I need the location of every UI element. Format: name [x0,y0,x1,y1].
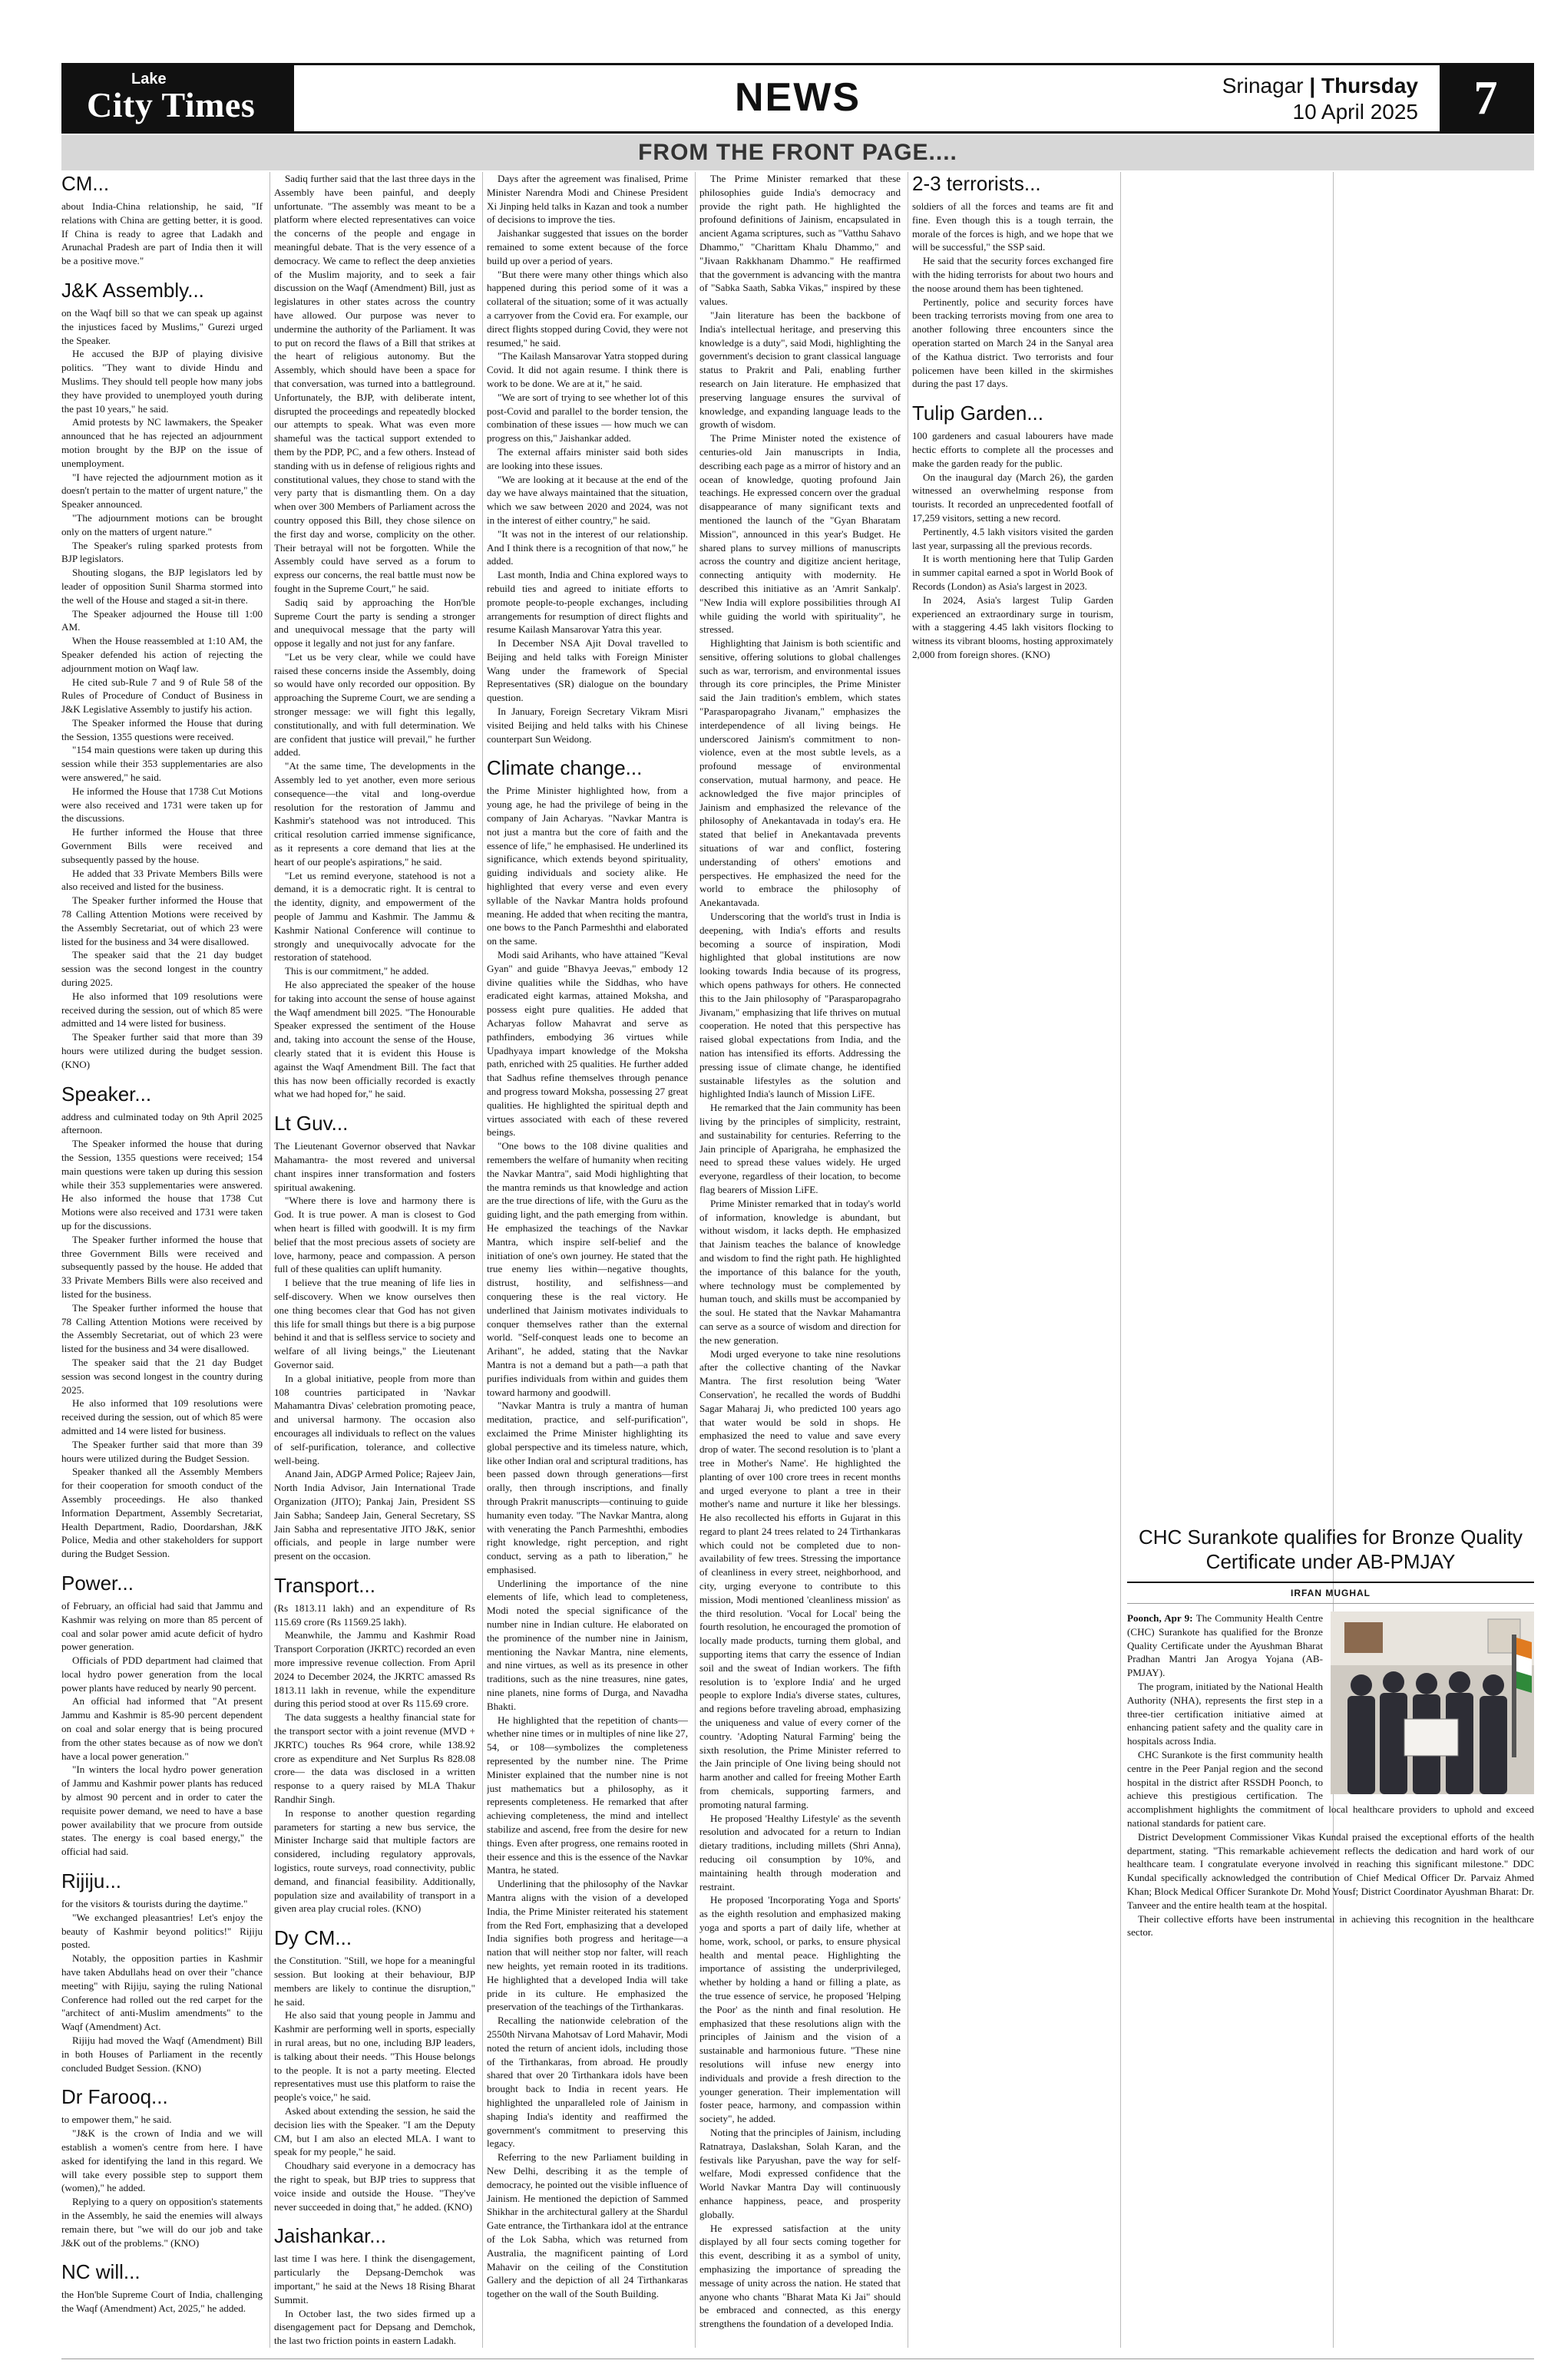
article-paragraph: Modi urged everyone to take nine resolutions after the collective chanting of the Navkar Mantra. The first resolution being 'Water Conservation', he recalled the words of Buddhi Sagar Maharaj Ji, who predicted 100 years ago that water would be sold in shops. He emphasized the need to value and save every drop of water. The second resolution is to 'plant a tree in Mother's Name'. He highlighted the planting of over 100 crore trees in recent months and urged everyone to plant a tree in their mother's name and nurture it like her blessings. He also recollected his efforts in Gujarat in this regard to plant 24 trees related to 24 Tirthankaras which could not be completed due to non-availability of few trees. Stressing the importance of cleanliness in every street, neighborhood, and city, urging everyone to contribute to this mission, Modi mentioned 'cleanliness mission' as the third resolution. 'Vocal for Local' being the fourth resolution, he encouraged the promotion of locally made products, turning them global, and supporting items that carry the essence of Indian soil and the sweat of Indian workers. The fifth resolution is to 'explore India' and he urged people to explore India's diverse states, cultures, and regions before traveling abroad, emphasizing the uniqueness and value of every corner of the country. 'Adopting Natural Farming' being the sixth resolution, the Prime Minister referred to the Jain principle of One living being should not harm another and called for freeing Mother Earth from chemicals, supporting farmers, and promoting natural farming. [699,1347,901,1810]
article-paragraph: Replying to a query on opposition's statements in the Assembly, he said the enemies will always remain there, but "we will do our job and take J&K out of the problems." (KNO) [61,2196,263,2249]
article-paragraph: Pertinently, 4.5 lakh visitors visited the garden last year, surpassing all the previous records. [912,525,1113,551]
article-paragraph: In October last, the two sides firmed up a disengagement pact for Depsang and Demchok, the last two friction points in eastern Ladakh. [274,2307,475,2347]
column-rule [695,172,696,2348]
article-paragraph: Modi said Arihants, who have attained "Keval Gyan" and guide "Bhavya Jeevas," embody 12 divine qualities while the Siddhas, who have eradicated eight karmas, attained Moksha, and possess eight pure qualities. He added that Acharyas follow Mahavrat and serve as pathfinders, embodying 36 virtues while Upadhyaya impart knowledge of the Moksha path, enriched with 25 qualities. He further added that Sadhus refine themselves through penance and progress toward Moksha, possessing 27 great qualities. He highlighted the spiritual depth and virtues associated with each of these revered beings. [487,949,688,1139]
article-paragraph: I believe that the true meaning of life lies in self-discovery. When we know ourselves then one thing becomes clear that God has not given this life for small things but there is a big purpose behind it and that is selfless service to society and welfare of all living beings," the Lieutenant Governor said. [274,1277,475,1370]
article-headline[interactable]: Jaishankar... [274,2224,386,2248]
article-headline[interactable]: Transport... [274,1573,375,1597]
article-paragraph: Notably, the opposition parties in Kashmir have taken Abdullahs head on over their "chance meeting" with Rijiju, saying the ruling National Conference had rolled out the red carpet for the "architect of anti-Muslim amendments" to the Waqf (Amendment) Act. [61,1952,263,2033]
article-paragraph: Underlining the importance of the nine elements of life, which lead to completeness, Modi noted the special significance of the number nine in Indian culture. He elaborated on the prominence of the number nine in Jainism, mentioning the Navkar Mantra, nine elements, and nine virtues, as well as its presence in other traditions, such as the nine treasures, nine gates, nine planets, nine forms of Durga, and Navadha Bhakti. [487,1577,688,1712]
article-paragraph: Underscoring that the world's trust in India is deepening, with India's efforts and results becoming a source of inspiration, Modi highlighted that global institutions are now looking towards India because of its progress, which opens pathways for others. He connected this to the Jain philosophy of "Parasparopagraho Jivanam," emphasizing that life thrives on mutual cooperation. He noted that this perspective has raised global expectations from India, and the nation has intensified its efforts. Addressing the pressing issue of climate change, he identified sustainable lifestyles as the solution and highlighted India's launch of Mission LiFE. [699,911,901,1100]
article-paragraph: Last month, India and China explored ways to rebuild ties and agreed to initiate efforts to promote people-to-people exchanges, including arrangements for resumption of direct flights and resume Kailash Mansarovar Yatra this year. [487,569,688,636]
article-paragraph: He cited sub-Rule 7 and 9 of Rule 58 of the Rules of Procedure of Conduct of Business in J&K Legislative Assembly to justify his action. [61,676,263,716]
page-number: 7 [1440,65,1532,131]
feature-headline[interactable]: CHC Surankote qualifies for Bronze Quality Certificate under AB-PMJAY [1138,1526,1523,1573]
feature-article [1127,1525,1534,2348]
feature-lead-text: The Community Health Centre (CHC) Surankote has qualified for the Bronze Quality Certificate under the Ayushman Bharat Pradhan Mantri Jan Arogya Yojana (AB-PMJAY). [1127,1612,1324,1679]
article-paragraph: The Lieutenant Governor observed that Navkar Mahamantra- the most revered and universal chant inspires inner transformation and fosters spiritual awakening. [274,1140,475,1193]
dateline-separator: | [1309,74,1316,98]
article-paragraph: The Speaker informed the house that during the Session, 1355 questions were received; 154 main questions were taken up during this session while their 353 supplementaries were answered. He also informed the house that 1738 Cut Motions were also received and 1731 were taken up for the discussions. [61,1138,263,1231]
article-paragraph: "Let us be very clear, while we could have raised these concerns inside the Assembly, doing so would have only recorded our opposition. By approaching the Supreme Court, we are sending a stronger message: we will fight this legally, constitutionally, and with full determination. We are confident that justice will prevail," he further added. [274,650,475,759]
dateline-weekday: Thursday [1321,74,1418,98]
article-paragraph: In January, Foreign Secretary Vikram Misri visited Beijing and held talks with his Chinese counterpart Sun Weidong. [487,706,688,745]
section-title: NEWS [735,75,861,120]
article-paragraph: In a global initiative, people from more than 108 countries participated in 'Navkar Mahamantra Divas' celebration promoting peace, and universal harmony. The occasion also encourages all individuals to reflect on the values of self-purification, tolerance, and collective well-being. [274,1372,475,1466]
article-headline[interactable]: Speaker... [61,1082,152,1106]
article-paragraph: "In winters the local hydro power generation of Jammu and Kashmir power plants has reduced by almost 90 percent and in order to cater the requisite power demand, we need to have a base power availability that we procure from outside states. The energy is coal based energy," the official had said. [61,1764,263,1858]
article-paragraph: "We are sort of trying to see whether lot of this post-Covid and parallel to the border tension, the combination of these issues — how much we can progress on this," Jaishankar added. [487,391,688,445]
article-paragraph: of February, an official had said that Jammu and Kashmir was relying on more than 85 percent of coal and solar power amid acute deficit of hydro power generation. [61,1599,263,1653]
article-paragraph: Choudhary said everyone in a democracy has the right to speak, but BJP tries to suppress that voice inside and outside the House. "They've never succeeded in doing that," he added. (KNO) [274,2160,475,2213]
article-paragraph: Rijiju had moved the Waqf (Amendment) Bill in both Houses of Parliament in the recently concluded Budget Session. (KNO) [61,2035,263,2074]
article-paragraph: Referring to the new Parliament building in New Delhi, describing it as the temple of democracy, he pointed out the visible influence of Jainism. He mentioned the depiction of Sammed Shikhar in the architectural gallery at the Shardul Gate entrance, the Tirthankara idol at the entrance of the Lok Sabha, which was returned from Australia, the magnificent painting of Lord Mahavir on the ceiling of the Constitution Gallery and the depiction of all 24 Tirthankaras together on the wall of the South Building. [487,2151,688,2300]
article-headline[interactable]: J&K Assembly... [61,278,204,302]
dateline-date: 10 April 2025 [1292,100,1418,124]
article-headline[interactable]: NC will... [61,2260,141,2284]
article-paragraph: He accused the BJP of playing divisive politics. "They want to divide Hindu and Muslims. They should tell people how many jobs they have provided to unemployed youth during the past 10 years," he said. [61,348,263,415]
article-paragraph: last time I was here. I think the disengagement, particularly the Depsang-Demchok was important," he said at the News 18 Rising Bharat Summit. [274,2253,475,2306]
logo-small-text: Lake [131,71,167,88]
article-paragraph: Sadiq further said that the last three days in the Assembly have been painful, and deeply unfortunate. "The assembly was meant to be a platform where elected representatives can voice the concerns of the people and engage in meaningful debate. That is the very essence of a democracy. We came to reflect the deep anxieties of the Muslim majority, and to seek a fair discussion on the Waqf (Amendment) Bill, just as legislatures in other states across the country have allowed. Our purpose was never to undermine the authority of the Parliament. It was to put on record the flaws of a Bill that strikes at the heart of religious autonomy. But the Assembly, which should have been a space for that conversation, was turned into a battleground. Unfortunately, the BJP, with deliberate intent, disrupted the proceedings and repeatedly blocked our attempts to speak. What was even more shameful was the tactical support extended to them by the PDP, PC, and a few others. Instead of standing with us in defense of religious rights and constitutional values, they chose to stand with the very party that is dismantling them. On a day when over 300 Members of Parliament across the country opposed this Bill, they chose silence on the first day and worse, complicity on the other. Their betrayal will not be forgotten. While the Assembly could have served as a forum to express our concerns, the real battle must now be fought in the Supreme Court," he said. [274,173,475,594]
column-4 [699,172,901,2348]
article-paragraph: Shouting slogans, the BJP legislators led by leader of opposition Sunil Sharma stormed into the well of the House and staged a sit-in there. [61,567,263,606]
article-paragraph: address and culminated today on 9th April 2025 afternoon. [61,1110,263,1136]
article-paragraph: "Let us remind everyone, statehood is not a demand, it is a democratic right. It is central to the identity, dignity, and empowerment of the people of Jammu and Kashmir. The Jammu & Kashmir National Conference will continue to strongly and unequivocally advocate for the restoration of statehood. [274,869,475,964]
article-paragraph: "J&K is the crown of India and we will establish a women's centre from here. I have asked for identifying the land in this regard. We will take every possible step to support them (women)," he added. [61,2127,263,2194]
article-paragraph: (Rs 1813.11 lakh) and an expenditure of Rs 115.69 crore (Rs 11569.25 lakh). [274,1602,475,1628]
article-paragraph: The Speaker further said that more than 39 hours were utilized during the budget session. (KNO) [61,1031,263,1070]
article-headline[interactable]: Tulip Garden... [912,402,1044,425]
article-paragraph: "The Kailash Mansarovar Yatra stopped during Covid. It did not again resume. I think there is work to be done. We are at it," he said. [487,350,688,389]
article-paragraph: "We exchanged pleasantries! Let's enjoy the beauty of Kashmir beyond politics!" Rijiju posted. [61,1911,263,1951]
article-headline[interactable]: Climate change... [487,756,643,780]
article-paragraph: "At the same time, The developments in the Assembly led to yet another, even more serious consequence—the vital and long-overdue resolution for the restoration of Jammu and Kashmir's statehood was not introduced. This critical resolution carried immense significance, as it represents a core demand that lies at the heart of our people's aspirations," he said. [274,760,475,868]
feature-dateline: Poonch, Apr 9: [1127,1612,1196,1624]
article-columns [61,172,1534,2348]
article-paragraph: Officials of PDD department had claimed that local hydro power generation from the local power plants have reduced by nearly 90 percent. [61,1654,263,1694]
article-paragraph: for the visitors & tourists during the daytime." [61,1898,248,1910]
section-banner: FROM THE FRONT PAGE.... [61,135,1534,170]
article-paragraph: Noting that the principles of Jainism, including Ratnatraya, Daslakshan, Solah Karan, and the festivals like Paryushan, pave the way for self-welfare, Modi expressed confidence that the World Navkar Mantra Day will continuously enhance happiness, peace, and prosperity globally. [699,2126,901,2220]
article-paragraph: Highlighting that Jainism is both scientific and sensitive, offering solutions to global challenges such as war, terrorism, and environmental issues through its core principles, the Prime Minister said the Jain tradition's emblem, which states "Parasparopagraho Jivanam," emphasizes the interdependence of all living beings. He underscored Jainism's commitment to non-violence, even at the most subtle levels, as a profound message of environmental conservation, mutual harmony, and peace. He acknowledged the five major principles of Jainism and emphasized the relevance of the philosophy of Anekantavada in today's era. He stated that belief in Anekantavada prevents situations of war and conflict, fostering understanding of others' emotions and perspectives. He emphasized the need for the world to embrace the philosophy of Anekantavada. [699,637,901,909]
article-paragraph: Amid protests by NC lawmakers, the Speaker announced that he has rejected an adjournment motion brought by the BJP on the issue of unemployment. [61,416,263,469]
article-paragraph: The Prime Minister noted the existence of centuries-old Jain manuscripts in India, describing each page as a mirror of history and an ocean of knowledge, quoting profound Jain teachings. He expressed concern over the gradual disappearance of many significant texts and mentioned the launch of the "Gyan Bharatam Mission", announced in this year's Budget. He shared plans to survey millions of manuscripts across the country and digitize ancient heritage, connecting antiquity with modernity. He described this initiative as an 'Amrit Sankalp'. "New India will explore possibilities through AI while guiding the world with spirituality", he stressed. [699,432,901,636]
feature-paragraph: Their collective efforts have been instrumental in achieving this recognition in the healthcare sector. [1127,1912,1534,1939]
article-paragraph: Anand Jain, ADGP Armed Police; Rajeev Jain, North India Advisor, Jain International Trade Organization (JITO); Pankaj Jain, President SS Jain Sabha; Sandeep Jain, General Secretary, SS Jain Sabha and representative JITO J&K, senior officials, and people in large number were present on the occasion. [274,1468,475,1562]
dateline [1222,73,1418,125]
article-paragraph: In 2024, Asia's largest Tulip Garden experienced an extraordinary surge in tourism, with a staggering 4.45 lakh visitors flocking to witness its vibrant blooms, hosting approximately 2,000 from foreign shores. (KNO) [912,593,1113,660]
column-6 [1125,172,1326,1517]
article-paragraph: "But there were many other things which also happened during this period some of it was a collateral of the situation; some of it was actually a carryover from the Covid era. For example, our direct flights stopped during Covid, they were not resumed," he said. [487,268,688,349]
article-paragraph: the Hon'ble Supreme Court of India, challenging the Waqf (Amendment) Act, 2025," he added. [61,2289,263,2315]
column-rule [482,172,483,2348]
article-headline[interactable]: CM... [61,172,110,195]
column-1 [61,172,263,2348]
article-paragraph: The data suggests a healthy financial state for the transport sector with a joint revenue (MVD + JKRTC) touches Rs 964 crore, while 138.92 crore as expenditure and Net Surplus Rs 828.08 crore— the data was disclosed in a written response to a query raised by MLA Thakur Randhir Singh. [274,1711,475,1806]
article-paragraph: the Constitution. "Still, we hope for a meaningful session. But looking at their behaviour, BJP members are likely to continue the disruption," he said. [274,1955,475,2008]
article-paragraph: Prime Minister remarked that in today's world of information, knowledge is abundant, but without wisdom, it lacks depth. He emphasized that Jainism teaches the balance of knowledge and wisdom to find the right path. He highlighted the importance of this balance for the youth, where technology must be complemented by human touch, and skills must be accompanied by the soul. He stated that the Navkar Mahamantra can serve as a source of wisdom and direction for the new generation. [699,1197,901,1346]
article-paragraph: Days after the agreement was finalised, Prime Minister Narendra Modi and Chinese President Xi Jinping held talks in Kazan and took a number of decisions to improve the ties. [487,173,688,226]
article-paragraph: "I have rejected the adjournment motion as it doesn't pertain to the matter of urgent nature," the Speaker announced. [61,471,263,511]
article-paragraph: Sadiq said by approaching the Hon'ble Supreme Court the party is sending a stronger and unequivocal message that the party will oppose it legally and not just for any fanfare. [274,596,475,650]
article-paragraph: On the inaugural day (March 26), the garden witnessed an overwhelming response from tourists. It recorded an unprecedented footfall of 17,259 visitors, setting a new record. [912,471,1113,524]
column-3 [487,172,688,2348]
article-paragraph: He also appreciated the speaker of the house for taking into account the sense of house against the Waqf amendment bill 2025. "The Honourable Speaker expressed the sentiment of the House and, taking into account the sense of the House, clearly stated that it is evident this House is against the Waqf Amendment Bill. The fact that this has now been officially recorded is exactly what we had hoped for," he said. [274,979,475,1100]
feature-paragraph: CHC Surankote is the first community health centre in the Peer Panjal region and the second hospital in the district after RSSDH Poonch, to achieve this prestigious certification. The accomplishment highlights the commitment of local healthcare providers to uphold and exceed national standards for patient care. [1127,1748,1534,1829]
article-paragraph: He also informed that 109 resolutions were received during the session, out of which 85 were admitted and 14 were listed for business. [61,1397,263,1436]
article-paragraph: Speaker thanked all the Assembly Members for their cooperation for smooth conduct of the Assembly proceedings. He also thanked Information Department, Assembly Secretariat, Health Department, Radio, Doordarshan, J&K Police, Media and other stakeholders for support during the Budget Session. [61,1466,263,1560]
article-paragraph: The speaker said that the 21 day Budget session was second longest in the country during 2025. [61,1356,263,1396]
article-paragraph: He said that the security forces exchanged fire with the hiding terrorists for about two hours and the noose around them has been tightened. [912,255,1113,294]
feature-photo [1331,1611,1534,1794]
article-paragraph: He also said that young people in Jammu and Kashmir are performing well in sports, especially in rural areas, but no one, including BJP leaders, is talking about their needs. "This House belongs to the people. It is not a party meeting. Elected representatives must use this platform to raise the people's voice," he said. [274,2009,475,2104]
logo-main-text: City Times [87,85,256,124]
article-paragraph: He expressed satisfaction at the unity displayed by all four sects coming together for this event, describing it as a symbol of unity, emphasizing the importance of spreading the message of unity across the nation. He stated that anyone who chants "Bharat Mata Ki Jai" should be embraced and connected, as this energy strengthens the foundation of a developed India. [699,2222,901,2330]
article-paragraph: It is worth mentioning here that Tulip Garden in summer capital earned a spot in World Book of Records (London) as Asia's largest in 2023. [912,553,1113,592]
article-paragraph: The Speaker further informed the house that three Government Bills were received and subsequently passed by the house. He added that 33 Private Members Bills were also received and listed for the business. [61,1233,263,1300]
article-paragraph: "Jain literature has been the backbone of India's intellectual heritage, and preserving this knowledge is a duty", said Modi, highlighting the government's decision to grant classical language status to Prakrit and Pali, enabling further research on Jain literature. He emphasized that preserving language ensures the survival of knowledge, and expanding language leads to the growth of wisdom. [699,309,901,431]
article-paragraph: "It was not in the interest of our relationship. And I think there is a recognition of that now," he added. [487,527,688,567]
article-paragraph: The Speaker further informed the House that 78 Calling Attention Motions were received by the Assembly Secretariat, out of which 23 were listed for the business and 34 were disallowed. [61,894,263,947]
column-rule [1120,172,1121,2348]
article-paragraph: "We are looking at it because at the end of the day we have always maintained that the situation, which we saw between 2020 and 2024, was not in the interest of either country," he said. [487,473,688,526]
article-paragraph: The Speaker's ruling sparked protests from BJP legislators. [61,539,263,565]
article-paragraph: He added that 33 Private Members Bills were also received and listed for the business. [61,867,263,893]
article-paragraph: He highlighted that the repetition of chants—whether nine times or in multiples of nine like 27, 54, or 108—symbolizes the completeness represented by the number nine. The Prime Minister explained that the number nine is not just mathematics but a philosophy, as it represents completeness. He remarked that after achieving completeness, the mind and intellect stabilize and ascend, free from the desire for new things. Even after progress, one remains rooted in their essence and this is the essence of the Navkar Mantra, he stated. [487,1714,688,1876]
article-paragraph: He also informed that 109 resolutions were received during the session, out of which 85 were admitted and 14 were listed for business. [61,990,263,1030]
feature-paragraph: District Development Commissioner Vikas Kundal praised the exceptional efforts of the health department, stating. "This remarkable achievement reflects the dedication and hard work of our healthcare team. I congratulate everyone involved in reaching this significant milestone." DDC Kundal specifically acknowledged the contribution of Chief Medical Officer Dr. Parvaiz Ahmed Khan; Block Medical Officer Surankote Dr. Mohd Yousf; District Coordinator Ayushman Bharat: Dr. Tanveer and the entire health team at the hospital. [1127,1830,1534,1911]
article-paragraph: soldiers of all the forces and teams are fit and fine. Even though this is a tough terrain, the morale of the forces is high, and we hope that we will be successful," the SSP said. [912,200,1113,253]
article-paragraph: An official had informed that "At present Jammu and Kashmir is 85-90 percent dependent on coal and solar energy that is being procured from the other states because as of now we don't have a local power generation." [61,1695,263,1762]
article-paragraph: "The adjournment motions can be brought only on the matters of urgent nature." [61,511,263,537]
article-paragraph: The Speaker further informed the house that 78 Calling Attention Motions were received by the Assembly Secretariat, out of which 23 were listed for the business and 34 were disallowed. [61,1301,263,1355]
article-paragraph: Jaishankar suggested that issues on the border remained to some extent because of the force build up over a period of years. [487,227,688,266]
column-2 [274,172,475,2348]
article-paragraph: on the Waqf bill so that we can speak up against the injustices faced by Muslims," Gurezi urged the Speaker. [61,306,263,346]
masthead [61,63,1534,134]
article-paragraph: Recalling the nationwide celebration of the 2550th Nirvana Mahotsav of Lord Mahavir, Modi noted the return of ancient idols, including those of the Tirthankaras, from abroad. He proudly shared that over 20 Tirthankara idols have been brought back to India in recent years. He highlighted the unparalleled role of Jainism in shaping India's identity and reaffirmed the government's commitment to preserving this legacy. [487,2015,688,2150]
article-paragraph: The speaker said that the 21 day budget session was the second longest in the country during 2025. [61,949,263,989]
article-headline[interactable]: Dy CM... [274,1926,352,1950]
article-headline[interactable]: Power... [61,1571,134,1595]
feature-paragraph: The program, initiated by the National Health Authority (NHA), represents the first step in a three-tier certification initiative aimed at enhancing patient safety and the quality care in hospitals across India. [1127,1680,1323,1747]
article-paragraph: 100 gardeners and casual labourers have made hectic efforts to complete all the processes and make the garden ready for the public. [912,430,1113,469]
article-paragraph: "Where there is love and harmony there is God. It is true power. A man is closest to God when heart is filled with goodwill. It is my firm belief that the most precious assets of society are love, harmony, peace and compassion. A person full of these qualities can uplift humanity. [274,1195,475,1275]
article-paragraph: to empower them," he said. [61,2114,172,2126]
article-paragraph: "Navkar Mantra is truly a mantra of human meditation, practice, and self-purification", exclaimed the Prime Minister highlighting its global perspective and its timeless nature, which, like other Indian oral and scriptural traditions, has been passed down through generations—first orally, then through inscriptions, and finally through Prakrit manuscripts—continuing to guide humanity even today. "The Navkar Mantra, along with venerating the Panch Parmeshthi, embodies right knowledge, right perception, and right conduct, serving as a path to liberation," he emphasised. [487,1400,688,1575]
article-paragraph: He proposed 'Healthy Lifestyle' as the seventh resolution and advocated for a return to Indian dietary traditions, including millets (Shri Anna), reducing oil consumption by 10%, and maintaining health through moderation and restraint. [699,1812,901,1892]
article-paragraph: "154 main questions were taken up during this session while their 353 supplementaries are also were answered," he said. [61,744,263,784]
feature-byline: IRFAN MUGHAL [1127,1582,1534,1604]
article-paragraph: The external affairs minister said both sides are looking into these issues. [487,445,688,471]
article-paragraph: When the House reassembled at 1:10 AM, the Speaker defended his action of rejecting the adjournment motion on Waqf law. [61,635,263,674]
article-paragraph: The Speaker informed the House that during the Session, 1355 questions were received. [61,716,263,742]
article-paragraph: "One bows to the 108 divine qualities and remembers the welfare of humanity when reciting the Navkar Mantra", said Modi highlighting that the mantra reminds us that knowledge and action are the true directions of life, with the Guru as the guiding light, and the path emerging from within. He emphasized the teachings of the Navkar Mantra, which inspire self-belief and the initiation of one's own journey. He stated that the true enemy lies within—negative thoughts, distrust, hostility, and selfishness—and conquering these is the real victory. He underlined that Jainism motivates individuals to conquer themselves rather than the external world. "Self-conquest leads one to become an Arihant", he added, stating that the Navkar Mantra is not a demand but a path—a path that purifies individuals from within and guides them toward harmony and goodwill. [487,1140,688,1398]
article-paragraph: In December NSA Ajit Doval travelled to Beijing and held talks with Foreign Minister Wang under the framework of Special Representatives (SR) dialogue on the boundary question. [487,637,688,704]
article-paragraph: about India-China relationship, he said, "If relations with China are getting better, it is good. If China is ready to agree that Ladakh and Arunachal Pradesh are part of India then it will be a positive move." [61,200,263,267]
article-paragraph: The Prime Minister remarked that these philosophies guide India's democracy and provide the right path. He highlighted the profound definitions of Jainism, encapsulated in ancient Agama scriptures, such as "Vatthu Sahavo Dhammo," "Charittam Khalu Dhammo," and "Jivaan Rakkhanam Dhammo." He reaffirmed that the government is advancing with the mantra of "Sabka Saath, Sabka Vikas," inspired by these values. [699,173,901,308]
article-paragraph: He informed the House that 1738 Cut Motions were also received and 1731 were taken up for the discussions. [61,785,263,825]
article-paragraph: Asked about extending the session, he said the decision lies with the Speaker. "I am the Deputy CM, but I am also an elected MLA. I want to speak for my people," he said. [274,2104,475,2158]
group-photo-image [1331,1611,1534,1794]
article-headline[interactable]: Dr Farooq... [61,2085,168,2109]
article-headline[interactable]: Lt Guv... [274,1112,349,1135]
article-paragraph: The Speaker adjourned the House till 1:00 AM. [61,607,263,633]
article-headline[interactable]: Rijiju... [61,1869,122,1893]
column-5 [912,172,1113,2348]
article-paragraph: The Speaker further said that more than 39 hours were utilized during the Budget Session. [61,1438,263,1464]
article-paragraph: Underlining that the philosophy of the Navkar Mantra aligns with the vision of a developed India, the Prime Minister reiterated his statement from the Red Fort, emphasizing that a developed India signifies both progress and heritage—a nation that will neither stop nor falter, will reach new heights, yet remain rooted in its traditions. He highlighted that a developed India will take pride in its culture. He emphasized the preservation of the teachings of the Tirthankaras. [487,1878,688,2013]
article-paragraph: Pertinently, police and security forces have been tracking terrorists moving from one area to another following three encounters since the operation started on March 24 in the Sanyal area of the Kathua district. Two terrorists and four policemen have been killed in the skirmishes during the past 17 days. [912,296,1113,390]
article-paragraph: This is our commitment," he added. [285,965,429,977]
column-rule [269,172,270,2348]
dateline-city: Srinagar [1222,74,1304,98]
article-paragraph: Meanwhile, the Jammu and Kashmir Road Transport Corporation (JKRTC) recorded an even more impressive revenue collection. From April 2024 to December 2024, the JKRTC amassed Rs 1813.11 lakh in revenue, while the expenditure during this period stood at over Rs 115.69 crore. [274,1629,475,1710]
article-headline[interactable]: 2-3 terrorists... [912,172,1041,195]
article-paragraph: He proposed 'Incorporating Yoga and Sports' as the eighth resolution and emphasized making yoga and sports a part of daily life, whether at home, work, school, or parks, to ensure physical health and mental peace. Highlighting the importance of assisting the underprivileged, whether by holding a hand or filling a plate, as the true essence of service, he proposed 'Helping the Poor' as the ninth and final resolution. He emphasized that these resolutions align with the principles of Jainism and the vision of a sustainable and harmonious future. "These nine resolutions will infuse new energy into individuals and provide a fresh direction to the younger generation. Their implementation will foster peace, harmony, and compassion within society", he added. [699,1894,901,2125]
article-paragraph: In response to another question regarding parameters for starting a new bus service, the Minister Incharge said that multiple factors are considered, including regulatory approvals, logistics, route surveys, road connectivity, public demand, and financial feasibility. Additionally, population size and availability of transport in a given area play crucial roles. (KNO) [274,1806,475,1915]
article-paragraph: the Prime Minister highlighted how, from a young age, he had the privilege of being in the company of Jain Acharyas. "Navkar Mantra is not just a mantra but the core of faith and the essence of life," he emphasised. He underlined its significance, which extends beyond spirituality, guiding individuals and society alike. He highlighted that every verse and even every syllable of the Navkar Mantra holds profound meaning. He added that when reciting the mantra, one bows to the Panch Parmeshthi and elaborated on the same. [487,785,688,947]
article-paragraph: He further informed the House that three Government Bills were received and subsequently passed by the house. [61,826,263,865]
article-paragraph: He remarked that the Jain community has been living by the principles of simplicity, restraint, and sustainability for centuries. Referring to the Jain principle of Aparigraha, he emphasized the need to spread these values widely. He urged everyone, regardless of their location, to become flag bearers of Mission LiFE. [699,1102,901,1195]
